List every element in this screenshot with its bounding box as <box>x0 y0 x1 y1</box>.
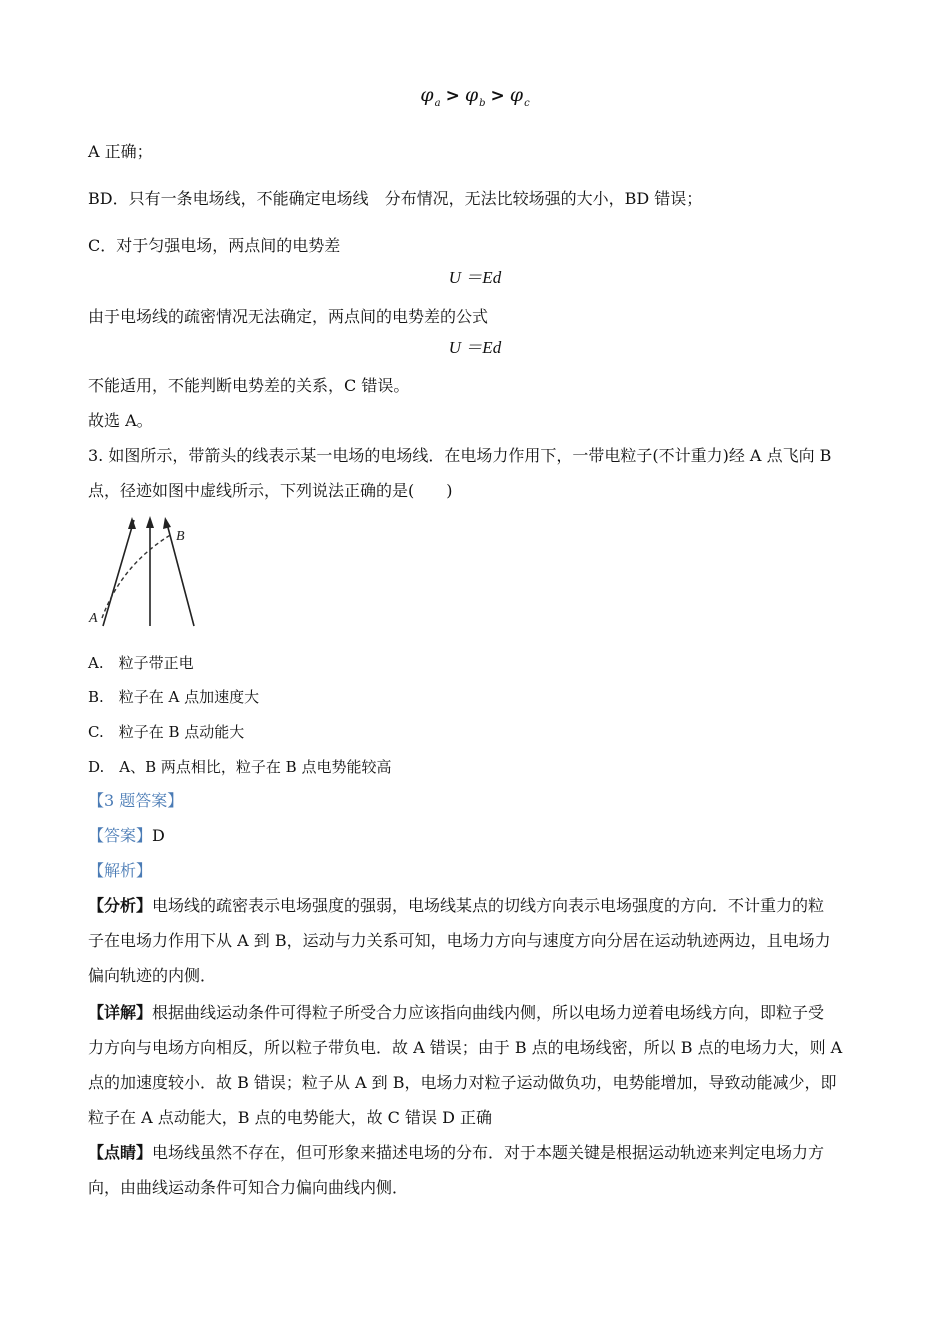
answer-value: D <box>152 826 165 845</box>
solution-bd: BD．只有一条电场线，不能确定电场线 分布情况，无法比较场强的大小，BD 错误； <box>88 189 703 208</box>
xiangjie-label: 【详解】 <box>88 1003 153 1022</box>
xiangjie-line-3: 点的加速度较小．故 B 错误；粒子从 A 到 B，电场力对粒子运动做负功，电势能增加，导致动能减少，即 <box>88 1073 837 1092</box>
solution-c-end: 不能适用，不能判断电势差的关系，C 错误。 <box>88 376 410 395</box>
dianjing-label: 【点睛】 <box>88 1143 153 1162</box>
solution-choose: 故选 A。 <box>88 411 153 430</box>
answer-line <box>88 825 165 847</box>
dianjing-line-1: 【点睛】电场线虽然不存在，但可形象来描述电场的分布．对于本题关键是根据运动轨迹来判定电场力方 <box>88 1143 825 1162</box>
xiangjie-line-1: 【详解】根据曲线运动条件可得粒子所受合力应该指向曲线内侧，所以电场力逆着电场线方向，即粒子受 <box>88 1003 825 1022</box>
formula-u-ed-1: U ＝Ed <box>448 268 502 287</box>
fenxi-label: 【分析】 <box>88 896 153 915</box>
option-c: C. 粒子在 B 点动能大 <box>88 723 245 741</box>
fenxi-line-1: 【分析】电场线的疏密表示电场强度的强弱，电场线某点的切线方向表示电场强度的方向．不计重力的粒 <box>88 896 825 915</box>
field-line-left <box>103 520 134 626</box>
arrowhead-left-icon <box>128 517 136 529</box>
solution-a-correct: A 正确； <box>88 142 153 161</box>
xiangjie-line-4: 粒子在 A 点动能大，B 点的电势能大，故 C 错误 D 正确 <box>88 1108 492 1127</box>
formula-u-ed-2: U ＝Ed <box>448 338 502 357</box>
field-lines-figure <box>88 514 203 632</box>
solution-c-intro: C．对于匀强电场，两点间的电势差 <box>88 236 341 255</box>
answer-header: 【3 题答案】 <box>88 791 184 810</box>
option-a: A. 粒子带正电 <box>88 654 194 672</box>
arrowhead-right-icon <box>163 517 171 529</box>
option-d: D. A、B 两点相比，粒子在 B 点电势能较高 <box>88 758 392 776</box>
point-a-label: A <box>89 611 98 626</box>
option-b: B. 粒子在 A 点加速度大 <box>88 688 260 706</box>
dianjing-line-2: 向，由曲线运动条件可知合力偏向曲线内侧． <box>88 1178 409 1197</box>
particle-trajectory <box>102 534 172 618</box>
xiangjie-line-2: 力方向与电场方向相反，所以粒子带负电．故 A 错误；由于 B 点的电场线密，所以 B 点的电场力大，则 A <box>88 1038 843 1057</box>
potential-inequality: $\varphi_a > \varphi_b > \varphi_c$ <box>420 84 530 109</box>
question-line-2: 点，径迹如图中虚线所示，下列说法正确的是( ) <box>88 481 453 500</box>
fenxi-line-2: 子在电场力作用下从 A 到 B，运动与力关系可知，电场力方向与速度方向分居在运动轨迹两边，且电场力 <box>88 931 831 950</box>
analysis-header: 【解析】 <box>88 861 153 880</box>
answer-label: 【答案】 <box>88 826 153 845</box>
point-b-label: B <box>176 529 185 544</box>
solution-c-cont: 由于电场线的疏密情况无法确定，两点间的电势差的公式 <box>88 307 489 326</box>
arrowhead-middle-icon <box>146 516 154 528</box>
question-line-1: 3. 如图所示，带箭头的线表示某一电场的电场线．在电场力作用下，一带电粒子(不计重力)经 A 点飞向 B <box>88 446 832 465</box>
fenxi-line-3: 偏向轨迹的内侧． <box>88 966 217 985</box>
